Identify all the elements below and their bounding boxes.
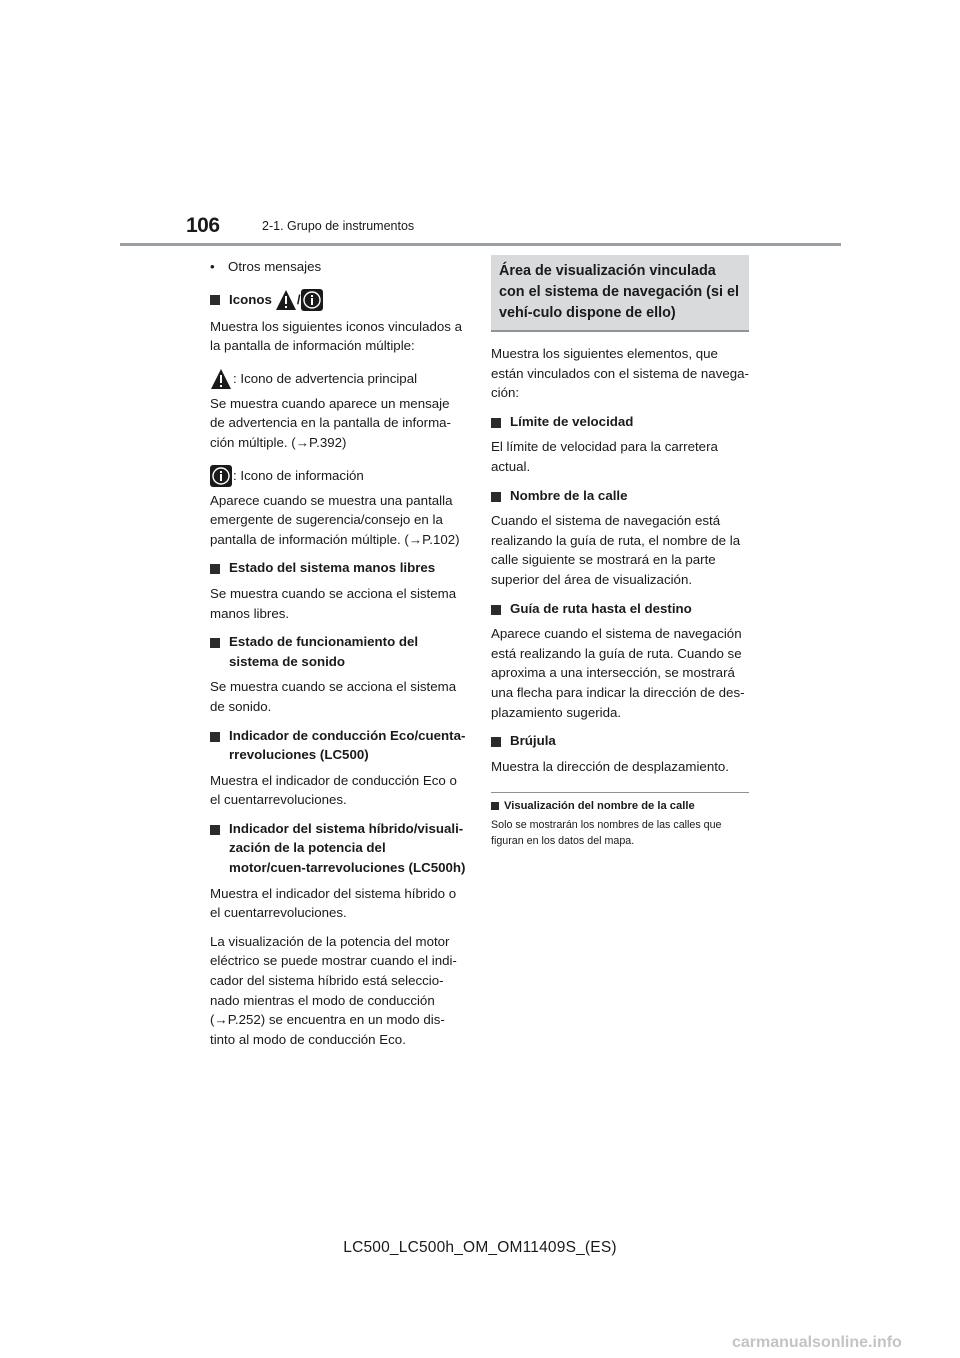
- warning-icon: [210, 368, 232, 390]
- info-icon: [210, 465, 232, 487]
- square-bullet-icon: [210, 825, 220, 835]
- compass-description: Muestra la dirección de desplazamiento.: [491, 758, 729, 774]
- warning-icon: [275, 289, 297, 311]
- compass-heading: Brújula: [491, 731, 749, 751]
- speed-limit-heading: Límite de velocidad: [491, 412, 749, 432]
- square-bullet-icon: [491, 802, 499, 810]
- hybrid-power-description: La visualización de la potencia del motor eléctrico se puede mostrar cuando el indi-cador del sistema híbrido está seleccio-nado mientras el modo de conducción (→P.252) se encuentra en un modo dis-tinto al modo de conducción Eco.: [210, 933, 457, 1047]
- square-bullet-icon: [491, 605, 501, 615]
- square-bullet-icon: [210, 295, 220, 305]
- bullet-item: • Otros mensajes: [210, 257, 466, 277]
- hybrid-heading: Indicador del sistema híbrido/visuali-zación de la potencia del motor/cuen-tarrevoluciones (LC500h): [210, 819, 466, 878]
- eco-description: Muestra el indicador de conducción Eco o el cuentarrevoluciones.: [210, 772, 457, 808]
- square-bullet-icon: [491, 492, 501, 502]
- info-description: Aparece cuando se muestra una pantalla emergente de sugerencia/consejo en la pantalla de información múltiple. (→P.102): [210, 492, 460, 547]
- eco-heading: Indicador de conducción Eco/cuenta-rrevoluciones (LC500): [210, 726, 466, 765]
- audio-heading: Estado de funcionamiento del sistema de sonido: [210, 632, 466, 671]
- page-number: 106: [186, 214, 220, 237]
- square-bullet-icon: [210, 732, 220, 742]
- right-column: [491, 255, 749, 849]
- note-heading: Visualización del nombre de la calle: [491, 798, 749, 814]
- warning-description: Se muestra cuando aparece un mensaje de advertencia en la pantalla de informa-ción múltiple. (→P.392): [210, 395, 451, 450]
- street-name-description: Cuando el sistema de navegación está realizando la guía de ruta, el nombre de la calle siguiente se mostrará en la parte superior del área de visualización.: [491, 513, 741, 587]
- square-bullet-icon: [210, 638, 220, 648]
- hybrid-description: Muestra el indicador del sistema híbrido o el cuentarrevoluciones.: [210, 885, 457, 921]
- note-text: Solo se mostrarán los nombres de las calles que figuran en los datos del mapa.: [491, 819, 722, 847]
- footer-model-code: LC500_LC500h_OM_OM11409S_(ES): [343, 1239, 617, 1256]
- square-bullet-icon: [491, 737, 501, 747]
- street-name-heading: Nombre de la calle: [491, 486, 749, 506]
- navigation-area-heading: Área de visualización vinculada con el sistema de navegación (si el vehí-culo dispone de ello): [491, 255, 749, 332]
- icons-description: Muestra los siguientes iconos vinculados a la pantalla de información múltiple:: [210, 318, 463, 354]
- handsfree-description: Se muestra cuando se acciona el sistema manos libres.: [210, 585, 457, 621]
- section-title: 2-1. Grupo de instrumentos: [262, 219, 415, 233]
- bullet-dot: •: [210, 259, 215, 274]
- square-bullet-icon: [210, 564, 220, 574]
- watermark: carmanualsonline.info: [732, 1334, 902, 1351]
- navigation-intro: Muestra los siguientes elementos, que están vinculados con el sistema de navega-ción:: [491, 346, 749, 401]
- square-bullet-icon: [491, 418, 501, 428]
- note-block: [491, 792, 749, 849]
- icons-heading: Iconos /: [210, 289, 466, 311]
- route-guidance-description: Aparece cuando el sistema de navegación está realizando la guía de ruta. Cuando se aproxima a una intersección, se mostrará una flecha para indicar la dirección de des-plazamiento sugerida.: [491, 626, 745, 720]
- info-icon: [301, 289, 323, 311]
- info-icon-line: : Icono de información: [210, 465, 466, 487]
- audio-description: Se muestra cuando se acciona el sistema de sonido.: [210, 679, 457, 714]
- speed-limit-description: El límite de velocidad para la carretera actual.: [491, 439, 718, 474]
- handsfree-heading: Estado del sistema manos libres: [210, 558, 466, 578]
- route-guidance-heading: Guía de ruta hasta el destino: [491, 599, 749, 619]
- header-rule: [120, 243, 841, 246]
- warning-icon-line: : Icono de advertencia principal: [210, 368, 466, 390]
- left-column: [210, 255, 466, 1058]
